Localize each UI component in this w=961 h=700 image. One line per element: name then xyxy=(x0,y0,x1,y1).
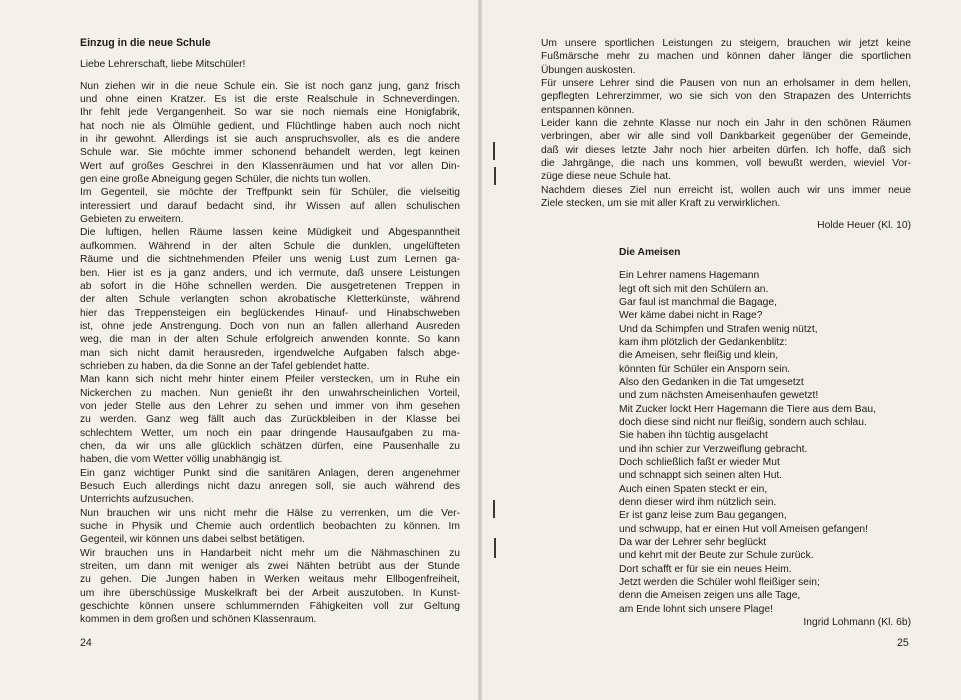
text-line: Nun brauchen wir uns nicht mehr die Hälse zu verrenken, um die Ver- xyxy=(80,507,460,519)
margin-mark xyxy=(493,500,495,518)
margin-mark xyxy=(493,142,495,160)
text-line: von jeder Stelle aus den Lehrer zu sehen und immer von ihm gesehen xyxy=(80,400,460,412)
text-line: gen eine große Abneigung gegen Schüler, die nichts tun wollen. xyxy=(80,174,371,186)
text-line: streiten, um dann mit weniger als zwei Nähten betrübt aus der Stunde xyxy=(80,561,460,573)
poem-line: und schwupp, hat er einen Hut voll Ameisen gefangen! xyxy=(619,523,869,535)
text-line: Wir brauchen uns in Handarbeit nicht mehr um die Nähmaschinen zu xyxy=(80,547,460,559)
poem-line: die Ameisen, sehr fleißig und klein, xyxy=(619,350,779,362)
text-line: Gebieten zu erweitern. xyxy=(80,214,184,226)
poem-line: Da war der Lehrer sehr beglückt xyxy=(619,537,767,549)
poem-line: Jetzt werden die Schüler wohl fleißiger sein; xyxy=(619,577,820,589)
poem-line: denn die Ameisen zeigen uns alle Tage, xyxy=(619,590,801,602)
text-line: hat noch nie als Ölmühle gedient, und Flüchtlinge haben auch noch nicht xyxy=(80,120,460,132)
text-line: chen, da wir uns alle glücklich schätzen dürfen, eine Pausenhalle zu xyxy=(80,440,460,452)
text-line: Die luftigen, hellen Räume lassen keine Müdigkeit und Abgespanntheit xyxy=(80,227,460,239)
text-line: und ohne einen Kratzer. Es ist die erste Realschule in Schneverdingen. xyxy=(80,94,460,106)
poem-line: Dort schafft er für sie ein neues Heim. xyxy=(619,563,792,575)
author-holde-heuer: Holde Heuer (Kl. 10) xyxy=(817,220,911,232)
poem-line: Gar faul ist manchmal die Bagage, xyxy=(619,296,777,308)
text-line: Nickerchen zu machen. Nun genießt ihr den unwahrscheinlichen Vorteil, xyxy=(80,387,460,399)
poem-line: am Ende lohnt sich unsere Plage! xyxy=(619,603,773,615)
poem-line: Er ist ganz leise zum Bau gegangen, xyxy=(619,510,787,522)
text-line: hier das Treppensteigen ein beglückendes Hinauf- und Hinabschweben xyxy=(80,307,460,319)
text-line: geschichte können unsere schlummernden Fähigkeiten voll zur Geltung xyxy=(80,601,460,613)
text-line: der alten Schule verlangten schon akrobatische Kletterkünste, während xyxy=(80,294,460,306)
text-line: Schule war. Sie möchte immer schonend behandelt werden, legt keinen xyxy=(80,147,460,159)
text-line: Fußmärsche mehr zu machen und können daher länger die sportlichen xyxy=(541,51,911,63)
poem-line: Doch schließlich faßt er wieder Mut xyxy=(619,456,780,468)
poem-line: Mit Zucker lockt Herr Hagemann die Tiere aus dem Bau, xyxy=(619,403,876,415)
text-line: schlechtem Wetter, um noch ein paar dringende Hausaufgaben zu ma- xyxy=(80,427,460,439)
poem-line: und zum nächsten Ameisenhaufen gewetzt! xyxy=(619,390,819,402)
text-line: die Jahrgänge, die nach uns kommen, voll bewußt werden, wieviel Vor- xyxy=(541,158,911,170)
poem-line: und kehrt mit der Beute zur Schule zurück. xyxy=(619,550,814,562)
poem-line: legt oft sich mit den Schülern an. xyxy=(619,283,769,295)
text-line: Ihr fehlt jede Vergangenheit. So war sie noch niemals eine Honigfabrik, xyxy=(80,107,460,119)
text-line: Nun ziehen wir in die neue Schule ein. Sie ist noch ganz jung, ganz frisch xyxy=(80,80,460,92)
margin-mark xyxy=(494,538,496,558)
text-line: Ein ganz wichtiger Punkt sind die sanitären Anlagen, deren angenehmer xyxy=(80,467,460,479)
poem-line: Also den Gedanken in die Tat umgesetzt xyxy=(619,376,804,388)
poem-line: kam ihm plötzlich der Gedankenblitz: xyxy=(619,336,788,348)
poem-line: und ihn schier zur Verzweiflung gebracht. xyxy=(619,443,808,455)
poem-line: und schnappt sich seinen alten Hut. xyxy=(619,470,783,482)
poem-title: Die Ameisen xyxy=(619,246,681,258)
text-line: Man kann sich nicht mehr hinter einem Pfeiler verstecken, um in Ruhe ein xyxy=(80,374,460,386)
left-text-column xyxy=(80,37,460,627)
text-line: Übungen auskosten. xyxy=(541,64,636,76)
text-line: gepflegten Lehrerzimmer, wo sie sich von den Strapazen des Unterrichts xyxy=(541,91,911,103)
margin-mark xyxy=(494,167,496,185)
poem-line: Auch einen Spaten steckt er ein, xyxy=(619,483,768,495)
text-line: Unterrichts aufzusuchen. xyxy=(80,494,194,506)
text-line: ist, ohne jede Anstrengung. Doch von nun an fallen allerhand Ausreden xyxy=(80,320,460,332)
page-number-right: 25 xyxy=(897,637,909,649)
poem-line: könnten für Schüler ein Ansporn sein. xyxy=(619,363,791,375)
text-line: Leider kann die zehnte Klasse nur noch ein Jahr in den schönen Räumen xyxy=(541,118,911,130)
text-line: interessiert und darauf bedacht sind, ihr Wissen auf allen schulischen xyxy=(80,200,460,212)
salutation: Liebe Lehrerschaft, liebe Mitschüler! xyxy=(80,59,246,71)
text-line: zu gehen. Die Jungen haben in Werken weitaus mehr Ellbogenfreiheit, xyxy=(80,574,460,586)
text-line: ab sofort in die Höhe schnellen werden. Die ausgetretenen Treppen in xyxy=(80,280,460,292)
text-line: verbringen, aber wir alle sind voll Dankbarkeit gegenüber der Gemeinde, xyxy=(541,131,911,143)
text-line: züge diese neue Schule hat. xyxy=(541,171,671,183)
poem-line: Sie haben ihn tüchtig ausgelacht xyxy=(619,430,768,442)
text-line: Um unsere sportlichen Leistungen zu steigern, brauchen wir jetzt keine xyxy=(541,38,911,49)
text-line: Räume und die sichtnehmenden Pfeiler uns wenig Lust zum Lernen ga- xyxy=(80,254,460,266)
text-line: um ihre überschüssige Muskelkraft bei der Arbeit auszutoben. In Kunst- xyxy=(80,587,460,599)
text-line: Ziele stecken, um sie mit aller Kraft zu verwirklichen. xyxy=(541,198,781,210)
text-line: Gegenteil, wir können uns dabei selbst betätigen. xyxy=(80,534,305,546)
text-line: aufkommen. Während in der alten Schule die dunklen, ungelüfteten xyxy=(80,240,460,252)
article-title: Einzug in die neue Schule xyxy=(80,37,211,49)
text-line: entspannen können. xyxy=(541,104,635,116)
book-gutter xyxy=(478,0,482,700)
text-line: man sich nicht damit herausreden, irgendwelche Aufgaben falsch abge- xyxy=(80,347,460,359)
poem-line: Ein Lehrer namens Hagemann xyxy=(619,270,760,282)
poem-line: denn dieser wird ihm nützlich sein. xyxy=(619,497,777,508)
poem-line: Wer käme dabei nicht in Rage? xyxy=(619,310,763,322)
page-number-left: 24 xyxy=(80,637,92,649)
text-line: in ihr gewohnt. Allerdings ist sie auch anspruchsvoller, als es die andere xyxy=(80,134,460,146)
poem-line: Und da Schimpfen und Strafen wenig nützt, xyxy=(619,323,818,335)
text-line: Nachdem dieses Ziel nun erreicht ist, wollen auch wir uns immer neue xyxy=(541,184,911,196)
text-line: daß wir dieses letzte Jahr noch hier arbeiten dürfen. Ich hoffe, daß sich xyxy=(541,144,911,156)
right-text-column xyxy=(541,37,911,629)
text-line: haben, die vom Wetter völlig unabhängig ist. xyxy=(80,454,283,466)
text-line: ben. Hier ist es ja ganz anders, und ich vermute, daß unsere Leistungen xyxy=(80,267,460,279)
text-line: Wert auf großes Geschrei in den Klassenräumen und hat vor allen Din- xyxy=(80,160,460,172)
poem-line: doch diese sind nicht nur fleißig, sondern auch schlau. xyxy=(619,416,867,428)
text-line: Besuch Euch allerdings nicht dazu anregen soll, sie auch während des xyxy=(80,481,460,492)
text-line: schrieben zu haben, da die Sonne an der Tafel geblendet hatte. xyxy=(80,360,370,372)
author-ingrid-lohmann: Ingrid Lohmann (Kl. 6b) xyxy=(803,617,911,629)
text-line: zu werden. Ganz weg fällt auch das Zurückbleiben in der Klasse bei xyxy=(80,414,460,426)
text-line: kommen in dem großen und schönen Klassenraum. xyxy=(80,614,317,626)
text-line: suche in Physik und Chemie auch ordentlich beobachten zu können. Im xyxy=(80,521,460,533)
text-line: Für unsere Lehrer sind die Pausen von nun an erholsamer in dem hellen, xyxy=(541,78,911,90)
text-line: Im Gegenteil, sie möchte der Treffpunkt sein für Schüler, die vielseitig xyxy=(80,187,460,199)
text-line: weg, die man in der alten Schule erfolgreich anwenden konnte. So kann xyxy=(80,334,460,346)
